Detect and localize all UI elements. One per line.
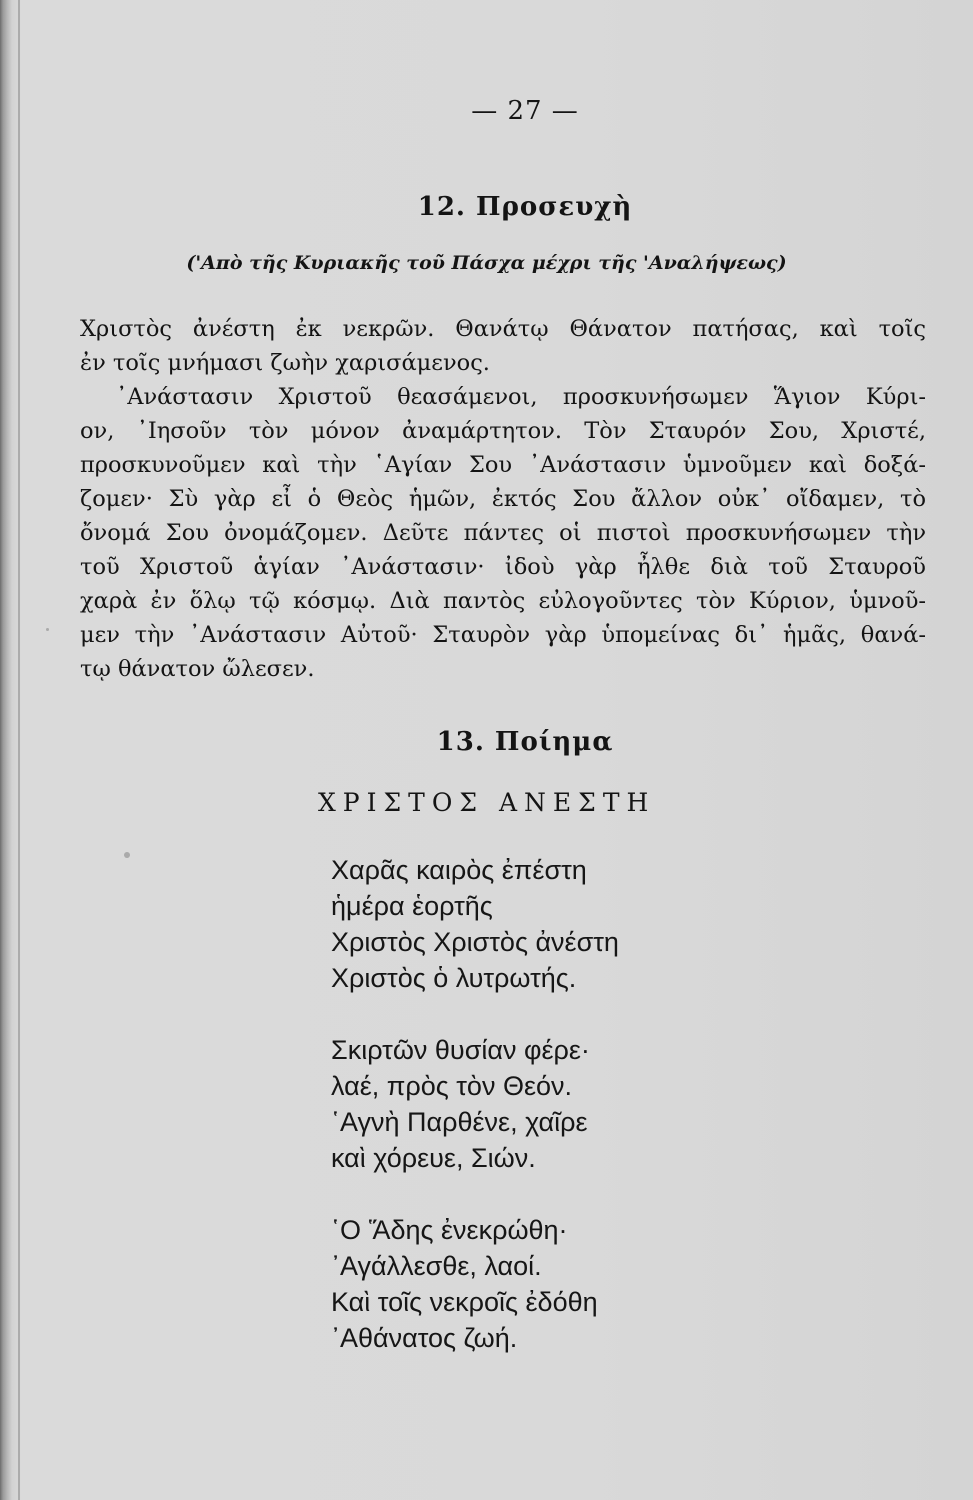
poem-verse: ῾Ο Ἅδης ἐνεκρώθη·	[331, 1215, 568, 1245]
prayer-line: ᾿Ανάστασιν Χριστοῦ θεασάμενοι, προσκυνήσωμεν Ἅγιον Κύρι-	[116, 384, 926, 410]
poem-verse: Χριστὸς ὁ λυτρωτής.	[331, 963, 577, 993]
page-number: — 27 —	[471, 96, 579, 126]
section-12-heading: 12. Προσευχὴ	[417, 192, 633, 222]
section-13-heading: 13. Ποίημα	[436, 727, 614, 757]
poem-verse: ᾿Αθάνατος ζωή.	[331, 1323, 518, 1353]
poem-stanza	[331, 852, 619, 996]
prayer-line: Χριστὸς ἀνέστη ἐκ νεκρῶν. Θανάτῳ Θάνατον πατήσας, καὶ τοῖς	[80, 316, 926, 342]
poem-verse: Σκιρτῶν θυσίαν φέρε·	[331, 1035, 590, 1065]
prayer-line: ον, ᾿Ιησοῦν τὸν μόνον ἀναμάρτητον. Τὸν Σταυρόν Σου, Χριστέ,	[80, 418, 926, 444]
poem-verse: ἡμέρα ἑορτῆς	[331, 891, 493, 921]
poem-verse: ᾿Αγάλλεσθε, λαοί.	[331, 1251, 542, 1281]
prayer-line: ζομεν· Σὺ γὰρ εἶ ὁ Θεὸς ἡμῶν, ἐκτός Σου ἄλλον οὐκ᾿ οἴδαμεν, τὸ	[80, 486, 926, 512]
poem-verse: καὶ χόρευε, Σιών.	[331, 1143, 536, 1173]
prayer-text	[80, 312, 926, 686]
poem-title: ΧΡΙΣΤΟΣ ΑΝΕΣΤΗ	[318, 788, 656, 817]
prayer-line: μεν τὴν ᾿Ανάστασιν Αὐτοῦ· Σταυρὸν γὰρ ὑπομείνας δι᾿ ἡμᾶς, θανά-	[80, 622, 926, 648]
prayer-line: προσκυνοῦμεν καὶ τὴν ῾Αγίαν Σου ᾿Ανάστασιν ὑμνοῦμεν καὶ δοξά-	[80, 452, 926, 478]
prayer-line: τῳ θάνατον ὤλεσεν.	[80, 656, 315, 682]
poem-stanza	[331, 1032, 619, 1176]
poem-verse: Χαρᾶς καιρὸς ἐπέστη	[331, 855, 587, 885]
section-12-subtitle: ('Aπὸ τῆς Κυριακῆς τοῦ Πάσχα μέχρι τῆς 'Αναλήψεως)	[186, 252, 787, 274]
poem-stanza	[331, 1212, 619, 1356]
prayer-line: ὄνομά Σου ὀνομάζομεν. Δεῦτε πάντες οἱ πιστοὶ προσκυνήσωμεν τὴν	[80, 520, 926, 546]
prayer-line: χαρὰ ἐν ὅλῳ τῷ κόσμῳ. Διὰ παντὸς εὐλογοῦντες τὸν Κύριον, ὑμνοῦ-	[80, 588, 926, 614]
paper-speck	[124, 852, 130, 858]
prayer-line: τοῦ Χριστοῦ ἁγίαν ᾿Ανάστασιν· ἰδοὺ γὰρ ἦλθε διὰ τοῦ Σταυροῦ	[80, 554, 926, 580]
poem-verse: Καὶ τοῖς νεκροῖς ἐδόθη	[331, 1287, 598, 1317]
prayer-line: ἐν τοῖς μνήμασι ζωὴν χαρισάμενος.	[80, 350, 490, 376]
poem-verse: ῾Αγνὴ Παρθένε, χαῖρε	[331, 1107, 588, 1137]
paper-speck	[46, 628, 49, 631]
poem-verse: Χριστὸς Χριστὸς ἀνέστη	[331, 927, 619, 957]
poem-verse: λαέ, πρὸς τὸν Θεόν.	[331, 1071, 572, 1101]
poem	[331, 852, 619, 1392]
